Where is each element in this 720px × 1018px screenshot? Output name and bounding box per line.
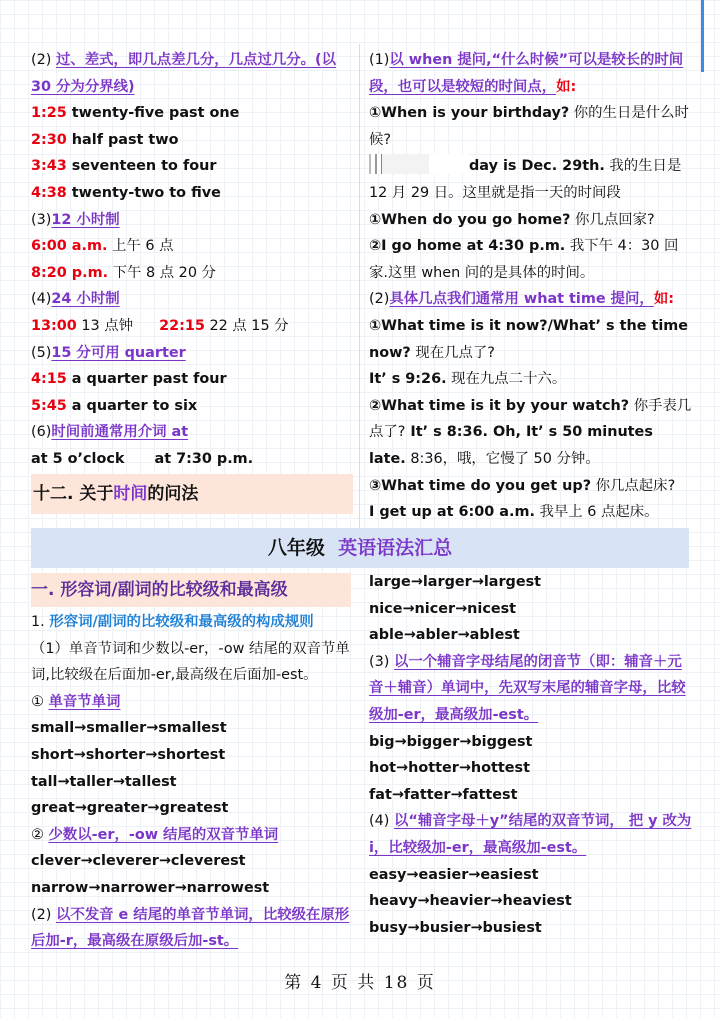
example-line: 5:45 a quarter to six — [31, 397, 198, 414]
example-line: It’ s 9:26. 现在九点二十六。 — [369, 371, 567, 388]
example-line: 4:38 twenty-two to five — [31, 184, 221, 201]
example-line: 6:00 a.m. 上午 6 点 — [31, 238, 174, 255]
example-line: ②I go home at 4:30 p.m. 我下午 4：30 回家.这里 when 问的是具体的时间。 — [369, 238, 679, 281]
rule-2-heading: (2) 以不发音 e 结尾的单音节单词，比较级在原形后加-r，最高级在原级后加-st。 — [31, 906, 350, 950]
section-12-heading: 十二. 关于时间的问法 — [31, 474, 353, 514]
page-edge-bar — [701, 0, 704, 72]
section-1-heading: 一. 形容词/副词的比较级和最高级 — [31, 573, 351, 607]
rule-1b-heading: ② 少数以-er，-ow 结尾的双音节单词 — [31, 826, 279, 843]
rule-1a-heading: ① 单音节单词 — [31, 693, 121, 710]
word-forms: short→shorter→shortest — [31, 746, 226, 763]
example-line: 2:30 half past two — [31, 131, 179, 148]
comparative-rules-column — [31, 609, 351, 955]
rule-4-heading: (4)24 小时制 — [31, 291, 120, 308]
what-time-rule: (2)具体几点我们通常用 what time 提问，如: — [369, 291, 674, 308]
rule-3-heading: (3)12 小时制 — [31, 211, 120, 228]
example-line: 13:00 13 点钟 22:15 22 点 15 分 — [31, 317, 289, 334]
word-forms: clever→cleverer→cleverest — [31, 853, 246, 870]
example-line: 4:15 a quarter past four — [31, 371, 227, 388]
word-forms: large→larger→largest — [369, 574, 542, 590]
example-line: 1:25 twenty-five past one — [31, 105, 240, 122]
word-forms: fat→fatter→fattest — [369, 786, 518, 803]
word-forms: easy→easier→easiest — [369, 866, 539, 883]
ink-smudge — [369, 154, 469, 174]
rule-6-heading: (6)时间前通常用介词 at — [31, 424, 189, 441]
example-line: day is Dec. 29th. 我的生日是 12 月 29 日。这里就是指一天的时间段 — [369, 153, 693, 206]
word-forms: nice→nicer→nicest — [369, 600, 517, 617]
rule-1-text: （1）单音节词和少数以-er，-ow 结尾的双音节单词,比较级在后面加-er,最高级在后面加-est。 — [31, 640, 350, 684]
example-line: 3:43 seventeen to four — [31, 158, 217, 175]
word-forms: small→smaller→smallest — [31, 720, 227, 737]
comparative-rules-column-right — [369, 569, 693, 941]
rule-5-heading: (5)15 分可用 quarter — [31, 344, 186, 361]
example-line: I get up at 6:00 a.m. 我早上 6 点起床。 — [369, 504, 659, 521]
example-line: ①When do you go home? 你几点回家? — [369, 211, 655, 228]
example-line: ②What time is it by your watch? 你手表几点了? It’ s 8:36. Oh, It’ s 50 minutes late. 8:36，哦，它慢了 50 分钟。 — [369, 397, 692, 467]
grade-banner: 八年级 英语语法汇总 — [31, 528, 689, 568]
word-forms: heavy→heavier→heaviest — [369, 893, 572, 910]
rules-heading: 1. 形容词/副词的比较级和最高级的构成规则 — [31, 614, 314, 630]
word-forms: hot→hotter→hottest — [369, 760, 530, 777]
word-forms: tall→taller→tallest — [31, 773, 177, 790]
question-column — [369, 47, 693, 526]
column-divider — [359, 44, 360, 529]
word-forms: busy→busier→busiest — [369, 919, 542, 936]
word-forms: great→greater→greatest — [31, 800, 229, 817]
at-examples: at 5 o’clock at 7:30 p.m. — [31, 450, 254, 467]
word-forms: big→bigger→biggest — [369, 733, 533, 750]
when-rule: (1)以 when 提问,“什么时候”可以是较长的时间段，也可以是较短的时间点，如: — [369, 52, 684, 95]
example-line: ①When is your birthday? 你的生日是什么时候? — [369, 105, 689, 148]
page-number: 第 4 页 共 18 页 — [284, 973, 436, 993]
example-line: ①What time is it now?/What’ s the time now? 现在几点了? — [369, 317, 689, 361]
rule-3-heading: (3) 以一个辅音字母结尾的闭音节（即：辅音＋元音＋辅音）单词中，先双写末尾的辅音字母，比较级加-er，最高级加-est。 — [369, 653, 686, 723]
example-line: ③What time do you get up? 你几点起床? — [369, 477, 676, 494]
time-expression-column — [31, 47, 351, 473]
rule-2-heading: (2) 过、差式，即几点差几分，几点过几分。(以30 分为分界线) — [31, 52, 336, 95]
example-line: 8:20 p.m. 下午 8 点 20 分 — [31, 264, 216, 281]
rule-2-title: 过、差式，即几点差几分，几点过几分。(以30 分为分界线) — [31, 52, 336, 95]
word-forms: narrow→narrower→narrowest — [31, 879, 270, 896]
word-forms: able→abler→ablest — [369, 627, 520, 644]
rule-4-heading: (4) 以“辅音字母＋y”结尾的双音节词， 把 y 改为 i，比较级加-er，最高级加-est。 — [369, 813, 692, 856]
